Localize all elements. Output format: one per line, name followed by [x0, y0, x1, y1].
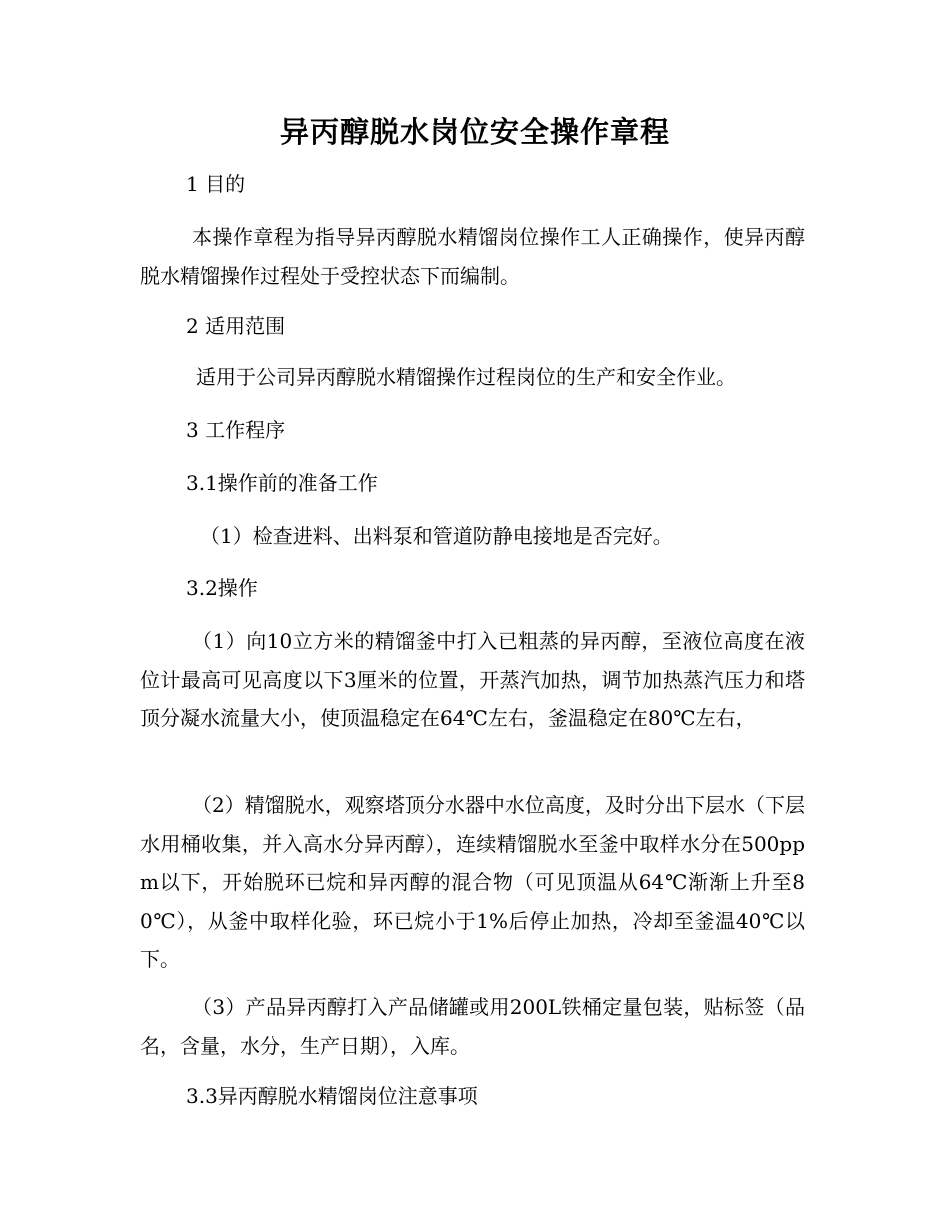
subsection-heading-preparation: 3.1操作前的准备工作 — [186, 471, 378, 495]
scope-paragraph: 适用于公司异丙醇脱水精馏操作过程岗位的生产和安全作业。 — [196, 365, 736, 389]
subsection-heading-operation: 3.2操作 — [186, 576, 258, 600]
document-title: 异丙醇脱水岗位安全操作章程 — [279, 115, 670, 149]
operation-item-3: （3）产品异丙醇打入产品储罐或用200L铁桶定量包装，贴标签（品名，含量，水分，生产日期），入库。 — [140, 995, 805, 1058]
preparation-item-1: （1）检查进料、出料泵和管道防静电接地是否完好。 — [200, 524, 673, 548]
section-heading-purpose: 1 目的 — [186, 172, 246, 196]
section-heading-procedure: 3 工作程序 — [186, 418, 286, 442]
purpose-paragraph: 本操作章程为指导异丙醇脱水精馏岗位操作工人正确操作，使异丙醇脱水精馏操作过程处于受控状态下而编制。 — [140, 225, 805, 288]
section-heading-scope: 2 适用范围 — [186, 314, 286, 338]
subsection-heading-notes: 3.3异丙醇脱水精馏岗位注意事项 — [186, 1084, 478, 1108]
operation-item-1: （1）向10立方米的精馏釜中打入已粗蒸的异丙醇，至液位高度在液位计最高可见高度以下3厘米的位置，开蒸汽加热，调节加热蒸汽压力和塔顶分凝水流量大小，使顶温稳定在64℃左右，釜温稳定在80℃左右， — [140, 629, 805, 730]
operation-item-2: （2）精馏脱水，观察塔顶分水器中水位高度，及时分出下层水（下层水用桶收集，并入高水分异丙醇），连续精馏脱水至釜中取样水分在500ppm以下，开始脱环已烷和异丙醇的混合物（可见顶温从64℃渐渐上升至80℃），从釜中取样化验，环已烷小于1%后停止加热，冷却至釜温40℃以下。 — [140, 793, 805, 971]
